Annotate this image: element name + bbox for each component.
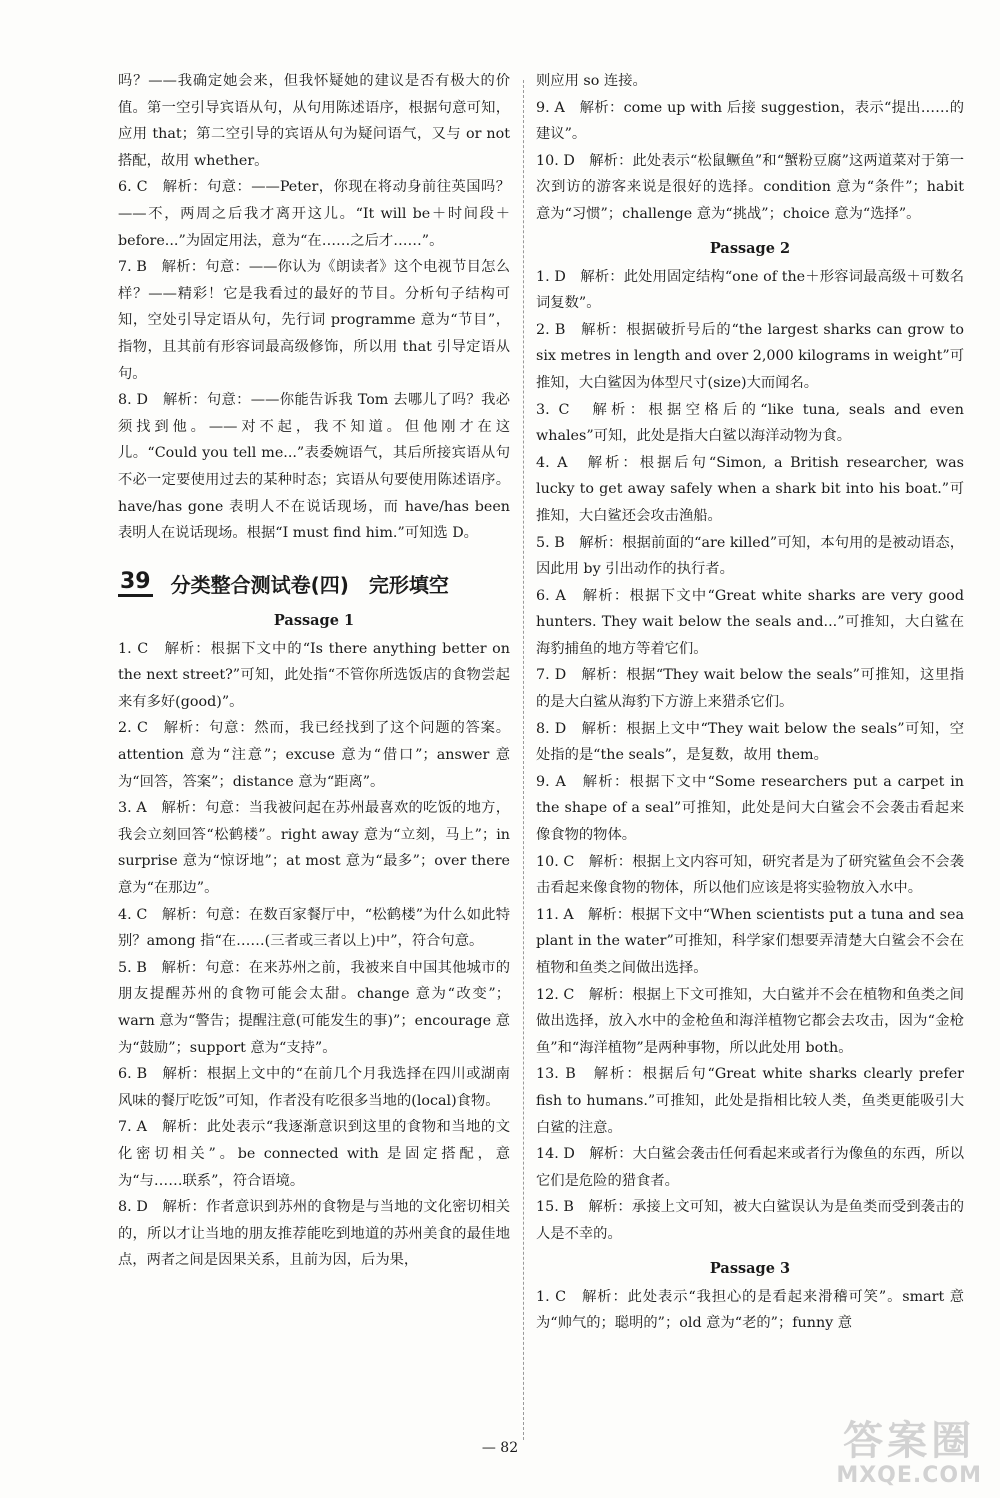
section-title: 分类整合测试卷(四) 完形填空: [170, 572, 449, 597]
answer-item: 7. B 解析：句意：——你认为《朗读者》这个电视节目怎么样？——精彩！它是我看过的最好的节目。分析句子结构可知，空处引导定语从句，先行词 programme 意为“节目”，指物，且其前有形容词最高级修饰，所以用 that 引导定语从句。: [118, 259, 510, 382]
answer-item: 8. D 解析：句意：——你能告诉我 Tom 去哪儿了吗？我必须找到他。——对不起，我不知道。但他刚才在这儿。“Could you tell me...”表委婉语气，其后所接宾语从句不必一定要使用过去的某种时态；宾语从句要使用陈述语序。have/has gone 表明人不在说话现场，而 have/has been 表明人在说话现场。根据“I must find him.”可知选 D。: [118, 392, 510, 542]
answer-item: 4. A 解析：根据后句“Simon, a British researcher, was lucky to get away safely when a shark bit into his boat.”可推知，大白鲨还会攻击渔船。: [536, 454, 964, 524]
answer-item: 1. D 解析：此处用固定结构“one of the＋形容词最高级＋可数名词复数”。: [536, 268, 964, 312]
answer-item: 14. D 解析：大白鲨会袭击任何看起来或者行为像鱼的东西，所以它们是危险的猎食者。: [536, 1146, 964, 1189]
answer-item: 3. C 解析：根据空格后的“like tuna, seals and even whales”可知，此处是指大白鲨以海洋动物为食。: [536, 401, 964, 445]
watermark-text: 答案圈: [843, 1418, 976, 1464]
answer-item: 1. C 解析：此处表示“我担心的是看起来滑稽可笑”。smart 意为“帅气的；聪明的”；old 意为“老的”；funny 意: [536, 1288, 964, 1332]
watermark-logo: [836, 1419, 982, 1488]
answer-item: 7. A 解析：此处表示“我逐渐意识到这里的食物和当地的文化密切相关”。be connected with 是固定搭配，意为“与……联系”，符合语境。: [118, 1119, 510, 1189]
answer-item: 5. B 解析：句意：在来苏州之前，我被来自中国其他城市的朋友提醒苏州的食物可能会太甜。change 意为“改变”；warn 意为“警告；提醒注意(可能发生的事)”；encourage 意为“鼓励”；support 意为“支持”。: [118, 959, 510, 1056]
answer-item: 11. A 解析：根据下文中“When scientists put a tuna and sea plant in the water”可推知，科学家们想要弄清楚大白鲨会不会在植物和鱼类之间做出选择。: [536, 906, 964, 976]
answer-item: 6. B 解析：根据上文中的“在前几个月我选择在四川或湖南风味的餐厅吃饭”可知，作者没有吃很多当地的(local)食物。: [118, 1066, 510, 1109]
column-divider: [523, 80, 524, 1440]
page-number: — 82: [481, 1440, 519, 1456]
answer-item: 2. B 解析：根据破折号后的“the largest sharks can grow to six metres in length and over 2,000 kilograms in weight”可推知，大白鲨因为体型尺寸(size)大而闻名。: [536, 321, 964, 391]
section-heading: [118, 569, 510, 598]
section-number: 39: [118, 569, 153, 597]
answer-item: 1. C 解析：根据下文中的“Is there anything better on the next street?”可知，此处指“不管你所选饭店的食物尝起来有多好(good)”。: [118, 640, 510, 710]
answer-item: 9. A 解析：根据下文中“Some researchers put a carpet in the shape of a seal”可推知，此处是问大白鲨会不会袭击看起来像食物的物体。: [536, 773, 964, 844]
answer-item: 吗？——我确定她会来，但我怀疑她的建议是否有极大的价值。第一空引导宾语从句，从句用陈述语序，根据句意可知，应用 that；第二空引导的宾语从句为疑问语气，又与 or not 搭配，故用 whether。: [118, 73, 510, 169]
right-column: [536, 68, 964, 1337]
passage-title: Passage 2: [709, 239, 791, 257]
answer-item: 4. C 解析：句意：在数百家餐厅中，“松鹤楼”为什么如此特别？among 指“在……(三者或三者以上)中”，符合句意。: [118, 906, 510, 950]
answer-item: 8. D 解析：作者意识到苏州的食物是与当地的文化密切相关的，所以才让当地的朋友推荐能吃到地道的苏州美食的最佳地点，两者之间是因果关系，且前为因，后为果，: [118, 1199, 510, 1269]
passage-title: Passage 3: [709, 1259, 791, 1277]
passage-title: Passage 1: [273, 611, 355, 629]
answer-item: 5. B 解析：根据前面的“are killed”可知，本句用的是被动语态，因此用 by 引出动作的执行者。: [536, 534, 964, 578]
answer-item: 12. C 解析：根据上下文可推知，大白鲨并不会在植物和鱼类之间做出选择，放入水中的金枪鱼和海洋植物它都会去攻击，因为“金枪鱼”和“海洋植物”是两种事物，所以此处用 both。: [536, 986, 964, 1056]
answer-item: 9. A 解析：come up with 后接 suggestion，表示“提出……的建议”。: [536, 99, 964, 143]
answer-item: 2. C 解析：句意：然而，我已经找到了这个问题的答案。attention 意为“注意”；excuse 意为“借口”；answer 意为“回答，答案”；distance 意为“距离”。: [118, 720, 510, 790]
answer-item: 则应用 so 连接。: [536, 73, 647, 89]
watermark-url: MXQE.COM: [836, 1463, 982, 1488]
answer-item: 7. D 解析：根据“They wait below the seals”可推知，这里指的是大白鲨从海豹下方游上来猎杀它们。: [536, 667, 964, 711]
answer-item: 15. B 解析：承接上文可知，被大白鲨误认为是鱼类而受到袭击的人是不幸的。: [536, 1199, 964, 1242]
answer-item: 6. A 解析：根据下文中“Great white sharks are very good hunters. They wait below the seals and...”可推知，大白鲨在海豹捕鱼的地方等着它们。: [536, 587, 964, 657]
answer-item: 10. D 解析：此处表示“松鼠鳜鱼”和“蟹粉豆腐”这两道菜对于第一次到访的游客来说是很好的选择。condition 意为“条件”；habit 意为“习惯”；challenge 意为“挑战”；choice 意为“选择”。: [536, 152, 964, 222]
left-column: [118, 68, 510, 1274]
answer-item: 13. B 解析：根据后句“Great white sharks clearly prefer fish to humans.”可推知，此处是指相比较人类，鱼类更能吸引大白鲨的注意。: [536, 1066, 964, 1136]
answer-item: 10. C 解析：根据上文内容可知，研究者是为了研究鲨鱼会不会袭击看起来像食物的物体，所以他们应该是将实验物放入水中。: [536, 853, 964, 897]
answer-item: 6. C 解析：句意：——Peter，你现在将动身前往英国吗？——不，两周之后我才离开这儿。“It will be＋时间段＋before...”为固定用法，意为“在……之后才……”。: [118, 179, 510, 249]
answer-item: 3. A 解析：句意：当我被问起在苏州最喜欢的吃饭的地方，我会立刻回答“松鹤楼”。right away 意为“立刻，马上”；in surprise 意为“惊讶地”；at most 意为“最多”；over there 意为“在那边”。: [118, 800, 510, 897]
answer-item: 8. D 解析：根据上文中“They wait below the seals”可知，空处指的是“the seals”，是复数，故用 them。: [536, 720, 964, 764]
